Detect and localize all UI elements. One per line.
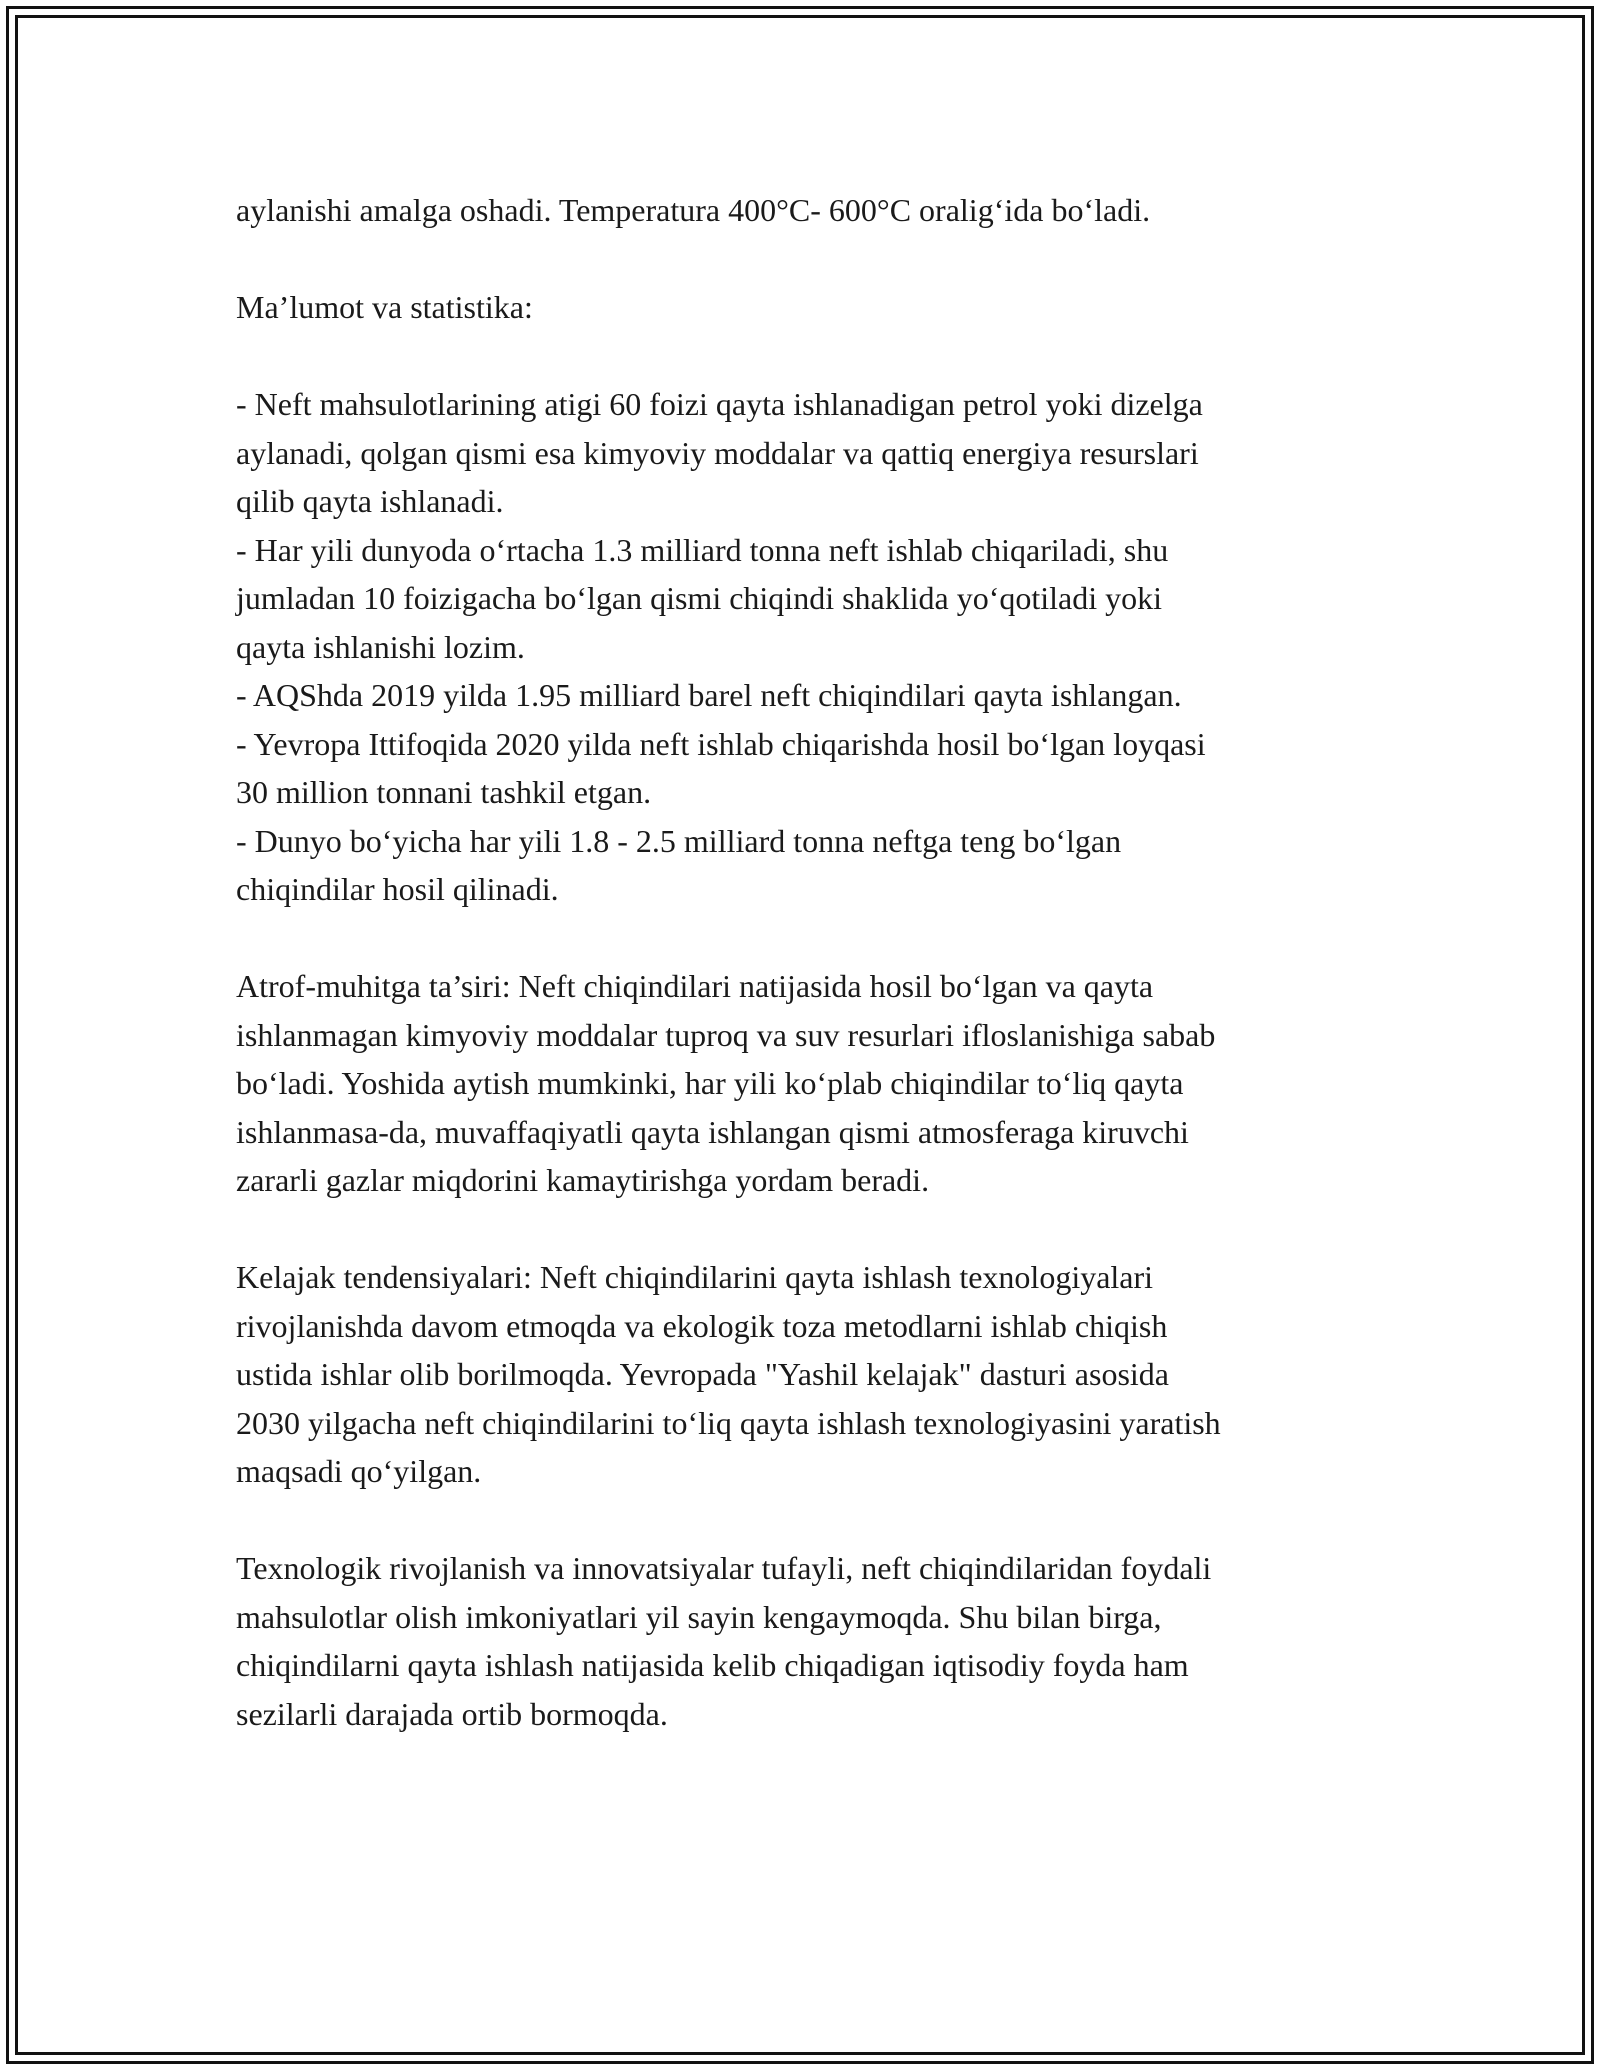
text-line: Atrof-muhitga ta’siri: Neft chiqindilari natijasida hosil bo‘lgan va qayta [236, 968, 1154, 1004]
text-line: bo‘ladi. Yoshida aytish mumkinki, har yili ko‘plab chiqindilar to‘liq qayta [236, 1065, 1184, 1101]
paragraph-statistics-heading [236, 283, 1386, 332]
text-line: ishlanmagan kimyoviy moddalar tuproq va suv resurlari ifloslanishiga sabab [236, 1016, 1216, 1053]
text-line: - Yevropa Ittifoqida 2020 yilda neft ishlab chiqarishda hosil bo‘lgan loyqasi [236, 725, 1206, 762]
text-line: Kelajak tendensiyalari: Neft chiqindilarini qayta ishlash texnologiyalari [236, 1259, 1154, 1295]
paragraph-innovation [236, 1544, 1386, 1738]
text-line: qayta ishlanishi lozim. [236, 628, 525, 665]
text-line: aylanadi, qolgan qismi esa kimyoviy moddalar va qattiq energiya resurslari [236, 434, 1199, 471]
text-line: - Har yili dunyoda o‘rtacha 1.3 milliard tonna neft ishlab chiqariladi, shu [236, 531, 1169, 568]
paragraph-statistics-list [236, 380, 1386, 914]
text-line: sezilarli darajada ortib bormoqda. [236, 1695, 668, 1732]
text-line: jumladan 10 foizigacha bo‘lgan qismi chiqindi shaklida yo‘qotiladi yoki [236, 580, 1163, 616]
text-line: chiqindilarni qayta ishlash natijasida kelib chiqadigan iqtisodiy foyda ham [236, 1647, 1189, 1683]
text-line: 2030 yilgacha neft chiqindilarini to‘liq qayta ishlash texnologiyasini yaratish [236, 1404, 1221, 1441]
text-line: ishlanmasa-da, muvaffaqiyatli qayta ishlangan qismi atmosferaga kiruvchi [236, 1113, 1189, 1150]
text-line: qilib qayta ishlanadi. [236, 483, 504, 519]
text-line: 30 million tonnani tashkil etgan. [236, 774, 652, 810]
text-line: - AQShda 2019 yilda 1.95 milliard barel neft chiqindilari qayta ishlangan. [236, 677, 1182, 713]
section-heading: Ma’lumot va statistika: [236, 289, 533, 325]
paragraph-future-trends [236, 1253, 1386, 1496]
text-line: zararli gazlar miqdorini kamaytirishga yordam beradi. [236, 1162, 930, 1198]
text-line: ustida ishlar olib borilmoqda. Yevropada "Yashil kelajak" dasturi asosida [236, 1356, 1169, 1392]
text-line: chiqindilar hosil qilinadi. [236, 871, 559, 907]
text-line: Texnologik rivojlanish va innovatsiyalar tufayli, neft chiqindilaridan foydali [236, 1550, 1212, 1586]
text-line: - Dunyo bo‘yicha har yili 1.8 - 2.5 milliard tonna neftga teng bo‘lgan [236, 822, 1122, 859]
text-line: aylanishi amalga oshadi. Temperatura 400°C- 600°C oralig‘ida bo‘ladi. [236, 192, 1151, 228]
text-line: maqsadi qo‘yilgan. [236, 1453, 482, 1489]
text-line: mahsulotlar olish imkoniyatlari yil sayin kengaymoqda. Shu bilan birga, [236, 1598, 1162, 1635]
text-line: - Neft mahsulotlarining atigi 60 foizi qayta ishlanadigan petrol yoki dizelga [236, 386, 1203, 422]
paragraph-environment [236, 962, 1386, 1205]
paragraph-temperature [236, 186, 1386, 235]
document-body [236, 186, 1386, 1787]
text-line: rivojlanishda davom etmoqda va ekologik toza metodlarni ishlab chiqish [236, 1307, 1168, 1344]
